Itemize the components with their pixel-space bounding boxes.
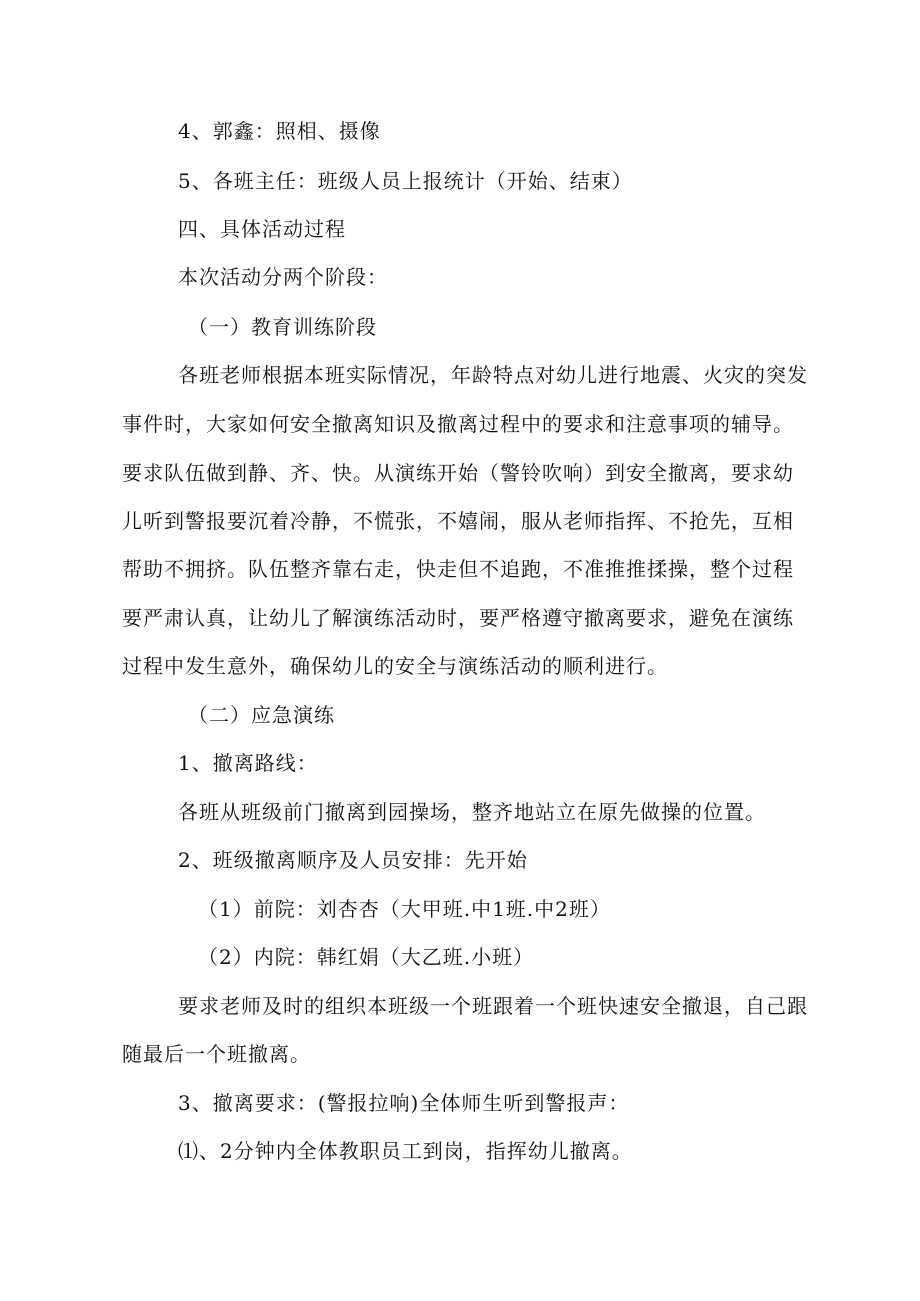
section-heading-process: 四、具体活动过程 [178, 217, 346, 241]
paragraph-two-stages: 本次活动分两个阶段： [178, 265, 388, 289]
paragraph-line: 帮助不拥挤。队伍整齐靠右走，快走但不追跑，不准推推揉操，整个过程 [122, 557, 794, 581]
item-evacuation-order: 2、班级撤离顺序及人员安排：先开始 [178, 848, 528, 872]
paragraph-line: 要求队伍做到静、齐、快。从演练开始（警铃吹响）到安全撤离，要求幼 [122, 461, 794, 485]
paragraph-line: 各班老师根据本班实际情况，年龄特点对幼儿进行地震、火灾的突发 [178, 363, 808, 387]
paragraph-line: 要严肃认真，让幼儿了解演练活动时，要严格遵守撤离要求，避免在演练 [122, 606, 794, 630]
subsection-heading-drill: （二）应急演练 [188, 703, 335, 727]
paragraph-route-detail: 各班从班级前门撤离到园操场，整齐地站立在原先做操的位置。 [178, 800, 766, 824]
paragraph-line: 随最后一个班撤离。 [122, 1042, 311, 1066]
paragraph-line: 过程中发生意外，确保幼儿的安全与演练活动的顺利进行。 [122, 654, 668, 678]
item-evacuation-route: 1、撤离路线： [178, 751, 318, 775]
paragraph-line: 儿听到警报要沉着冷静，不慌张，不嬉闹，服从老师指挥、不抢先，互相 [122, 509, 794, 533]
paragraph-line: 事件时，大家如何安全撤离知识及撤离过程中的要求和注意事项的辅导。 [122, 412, 794, 436]
staff-item-photography: 4、郭鑫：照相、摄像 [178, 119, 381, 143]
subitem-front-yard: （1）前院：刘杏杏（大甲班.中1班.中2班） [198, 897, 611, 921]
item-evacuation-requirements: 3、撤离要求：(警报拉响)全体师生听到警报声： [178, 1091, 630, 1115]
subsection-heading-training: （一）教育训练阶段 [188, 315, 377, 339]
subitem-staff-arrival: ⑴、2分钟内全体教职员工到岗，指挥幼儿撤离。 [178, 1139, 633, 1163]
paragraph-line: 要求老师及时的组织本班级一个班跟着一个班快速安全撤退，自己跟 [178, 994, 808, 1018]
subitem-inner-yard: （2）内院：韩红娟（大乙班.小班） [198, 945, 535, 969]
staff-item-class-heads: 5、各班主任：班级人员上报统计（开始、结束） [178, 169, 633, 193]
